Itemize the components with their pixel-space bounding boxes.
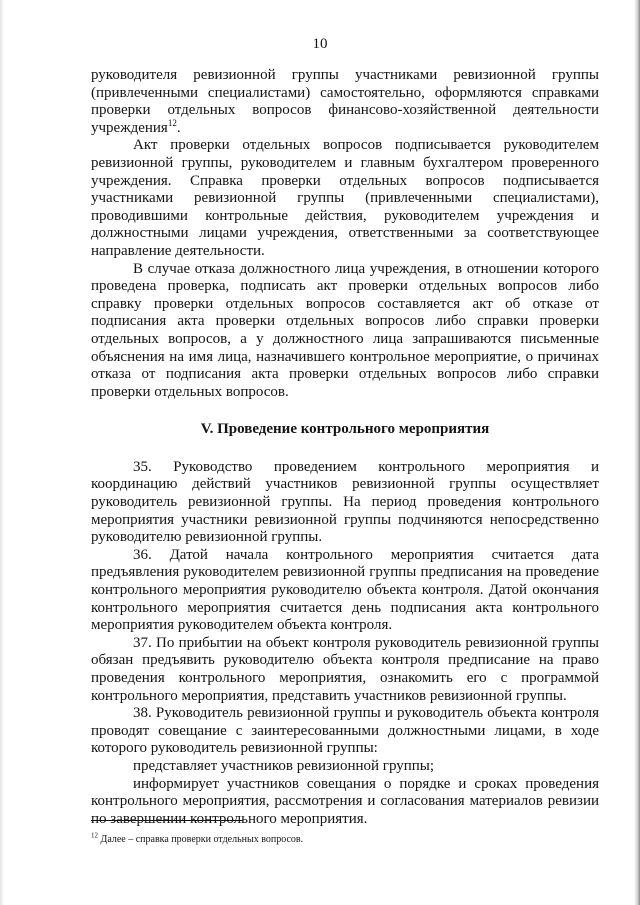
paragraph-act-signing: Акт проверки отдельных вопросов подписывается руководителем ревизионной группы, руководителем и главным бухгалтером проверенного учреждения. Справка проверки отдельных вопросов подписывается участниками ревизионной группы (привлеченными специалистами), проводившими контрольные действия, руководителем учреждения и должностными лицами учреждения, ответственными за соответствующее направление деятельности. [91,137,599,259]
clause-38: 38. Руководитель ревизионной группы и руководитель объекта контроля проводят совещание с заинтересованными должностными лицами, в ходе которого руководитель ревизионной группы: [91,705,599,757]
paragraph-end: . [176,119,181,136]
clause-35: 35. Руководство проведением контрольного мероприятия и координацию действий участников ревизионной группы осуществляет руководитель ревизионной группы. На период проведения контрольного мероприятия участники ревизионной группы подчиняются непосредственно руководителю ревизионной группы. [91,458,599,546]
footnote [91,831,599,846]
paragraph-continuation [91,67,599,137]
scan-edge-right [634,0,640,905]
clause-37: 37. По прибытии на объект контроля руководитель ревизионной группы обязан предъявить руководителю объекта контроля предписание на право проведения контрольного мероприятия, ознакомить его с программой контрольного мероприятия, представить участников ревизионной группы. [91,634,599,704]
document-body [91,67,599,828]
clause-38-item: информирует участников совещания о порядке и сроках проведения контрольного мероприятия, рассмотрения и согласования материалов ревизии по завершении контрольного мероприятия. [91,775,599,827]
footnote-marker: 12 [91,831,98,840]
paragraph-text: руководителя ревизионной группы участниками ревизионной группы (привлеченными специалистами) самостоятельно, оформляются справками проверки отдельных вопросов финансово-хозяйственной деятельности учреждения [91,67,599,136]
paragraph-refusal: В случае отказа должностного лица учреждения, в отношении которого проведена проверка, подписать акт проверки отдельных вопросов либо справку проверки отдельных вопросов составляется акт об отказе от подписания акта проверки отдельных вопросов либо справки проверки отдельных вопросов, а у должностного лица запрашиваются письменные объяснения на имя лица, назначившего контрольное мероприятие, о причинах отказа от подписания акта проверки отдельных вопросов либо справки проверки отдельных вопросов. [91,260,599,400]
section-heading: V. Проведение контрольного мероприятия [200,421,490,438]
clause-38-item: представляет участников ревизионной группы; [133,757,435,774]
footnote-text: Далее – справка проверки отдельных вопросов. [98,834,304,845]
footnote-divider [91,820,243,821]
footnote-reference: 12 [167,117,177,128]
clause-36: 36. Датой начала контрольного мероприятия считается дата предъявления руководителем ревизионной группы предписания на проведение контрольного мероприятия руководителю объекта контроля. Датой окончания контрольного мероприятия считается день подписания акта контрольного мероприятия руководителем объекта контроля. [91,546,599,634]
scan-edge-left [0,0,4,905]
page-number: 10 [312,36,328,52]
